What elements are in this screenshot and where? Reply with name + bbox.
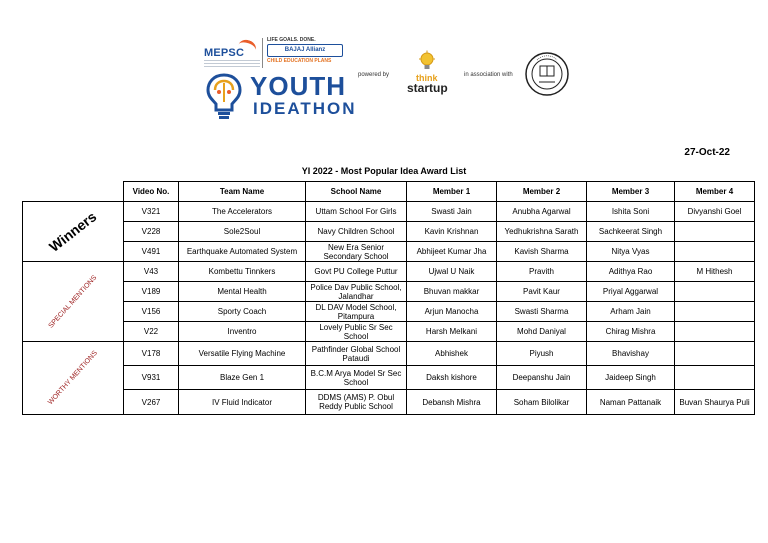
- member3-cell: Jaideep Singh: [587, 366, 675, 390]
- table-row: [23, 242, 755, 262]
- team-cell: Blaze Gen 1: [179, 366, 306, 390]
- video-cell: V189: [124, 282, 179, 302]
- award-table: [22, 181, 755, 415]
- table-row: [23, 282, 755, 302]
- team-cell: Sole2Soul: [179, 222, 306, 242]
- column-header: School Name: [306, 182, 407, 202]
- member1-cell: Abhishek: [407, 342, 497, 366]
- video-cell: V321: [124, 202, 179, 222]
- life-goals-tagline: LIFE GOALS. DONE.: [267, 37, 316, 43]
- member3-cell: Priyal Aggarwal: [587, 282, 675, 302]
- header-blank-cell: [23, 182, 124, 202]
- member1-cell: Ujwal U Naik: [407, 262, 497, 282]
- member3-cell: Arham Jain: [587, 302, 675, 322]
- group-cell-winners: [23, 202, 124, 262]
- table-row: [23, 342, 755, 366]
- member3-cell: Sachkeerat Singh: [587, 222, 675, 242]
- member4-cell: [675, 302, 755, 322]
- column-header: Video No.: [124, 182, 179, 202]
- member4-cell: [675, 242, 755, 262]
- think-bulb-icon: [418, 50, 436, 74]
- member2-cell: Mohd Daniyal: [497, 322, 587, 342]
- member3-cell: Bhavishay: [587, 342, 675, 366]
- school-cell: New Era Senior Secondary School: [306, 242, 407, 262]
- think-wordmark: think: [416, 73, 438, 83]
- startup-wordmark: startup: [407, 81, 448, 95]
- member1-cell: Arjun Manocha: [407, 302, 497, 322]
- school-cell: Govt PU College Puttur: [306, 262, 407, 282]
- association-label: in association with: [464, 72, 513, 78]
- group-label-worthy-mentions: WORTHY MENTIONS: [47, 349, 99, 407]
- member3-cell: Nitya Vyas: [587, 242, 675, 262]
- team-cell: IV Fluid Indicator: [179, 390, 306, 415]
- mepsc-subtext: [204, 60, 260, 68]
- school-cell: Police Dav Public School, Jalandhar: [306, 282, 407, 302]
- group-cell-special-mentions: [23, 262, 124, 342]
- member1-cell: Abhijeet Kumar Jha: [407, 242, 497, 262]
- team-cell: Sporty Coach: [179, 302, 306, 322]
- lightbulb-brain-icon: [204, 71, 244, 121]
- school-cell: Pathfinder Global School Pataudi: [306, 342, 407, 366]
- table-row: [23, 302, 755, 322]
- table-row: [23, 202, 755, 222]
- member3-cell: Adithya Rao: [587, 262, 675, 282]
- member4-cell: Buvan Shaurya Puli: [675, 390, 755, 415]
- video-cell: V267: [124, 390, 179, 415]
- table-row: [23, 322, 755, 342]
- member1-cell: Daksh kishore: [407, 366, 497, 390]
- column-header: Member 4: [675, 182, 755, 202]
- table-header-row: [23, 182, 755, 202]
- video-cell: V43: [124, 262, 179, 282]
- team-cell: Kombettu Tinnkers: [179, 262, 306, 282]
- table-row: [23, 390, 755, 415]
- video-cell: V491: [124, 242, 179, 262]
- member4-cell: [675, 322, 755, 342]
- member2-cell: Piyush: [497, 342, 587, 366]
- team-cell: Mental Health: [179, 282, 306, 302]
- mepsc-logo: [204, 38, 262, 72]
- team-cell: Earthquake Automated System: [179, 242, 306, 262]
- video-cell: V228: [124, 222, 179, 242]
- mepsc-wordmark: MEPSC: [204, 47, 245, 59]
- member2-cell: Yedhukrishna Sarath: [497, 222, 587, 242]
- member4-cell: [675, 342, 755, 366]
- team-cell: Versatile Flying Machine: [179, 342, 306, 366]
- member1-cell: Swasti Jain: [407, 202, 497, 222]
- column-header: Member 3: [587, 182, 675, 202]
- member3-cell: Ishita Soni: [587, 202, 675, 222]
- member2-cell: Pravith: [497, 262, 587, 282]
- member4-cell: [675, 282, 755, 302]
- school-cell: DDMS (AMS) P. Obul Reddy Public School: [306, 390, 407, 415]
- table-row: [23, 222, 755, 242]
- member1-cell: Debansh Mishra: [407, 390, 497, 415]
- group-label-special-mentions: SPECIAL MENTIONS: [47, 273, 99, 330]
- member3-cell: Chirag Mishra: [587, 322, 675, 342]
- school-cell: B.C.M Arya Model Sr Sec School: [306, 366, 407, 390]
- member2-cell: Pavit Kaur: [497, 282, 587, 302]
- video-cell: V22: [124, 322, 179, 342]
- member2-cell: Swasti Sharma: [497, 302, 587, 322]
- member2-cell: Kavish Sharma: [497, 242, 587, 262]
- member4-cell: [675, 366, 755, 390]
- member1-cell: Bhuvan makkar: [407, 282, 497, 302]
- table-row: [23, 366, 755, 390]
- team-cell: Inventro: [179, 322, 306, 342]
- column-header: Team Name: [179, 182, 306, 202]
- group-label-winners: Winners: [46, 207, 100, 255]
- video-cell: V156: [124, 302, 179, 322]
- powered-by-label: powered by: [358, 72, 390, 78]
- child-education-plans-text: CHILD EDUCATION PLANS: [267, 58, 332, 64]
- bajaj-allianz-logo: BAJAJ Allianz: [267, 44, 343, 57]
- member3-cell: Naman Pattanaik: [587, 390, 675, 415]
- column-header: Member 2: [497, 182, 587, 202]
- member1-cell: Kavin Krishnan: [407, 222, 497, 242]
- school-cell: Navy Children School: [306, 222, 407, 242]
- document-date: 27-Oct-22: [684, 147, 730, 158]
- team-cell: The Accelerators: [179, 202, 306, 222]
- cbse-emblem-icon: [524, 50, 570, 100]
- member1-cell: Harsh Melkani: [407, 322, 497, 342]
- logo-divider: [262, 38, 263, 68]
- school-cell: DL DAV Model School, Pitampura: [306, 302, 407, 322]
- school-cell: Lovely Public Sr Sec School: [306, 322, 407, 342]
- video-cell: V178: [124, 342, 179, 366]
- member4-cell: M Hithesh: [675, 262, 755, 282]
- member4-cell: [675, 222, 755, 242]
- video-cell: V931: [124, 366, 179, 390]
- table-row: [23, 262, 755, 282]
- ideathon-wordmark: IDEATHON: [253, 99, 357, 118]
- member2-cell: Soham Bilolikar: [497, 390, 587, 415]
- youth-wordmark: YOUTH: [250, 71, 346, 101]
- column-header: Member 1: [407, 182, 497, 202]
- member2-cell: Anubha Agarwal: [497, 202, 587, 222]
- member2-cell: Deepanshu Jain: [497, 366, 587, 390]
- member4-cell: Divyanshi Goel: [675, 202, 755, 222]
- page-title: YI 2022 - Most Popular Idea Award List: [301, 166, 467, 176]
- group-cell-worthy-mentions: [23, 342, 124, 415]
- school-cell: Uttam School For Girls: [306, 202, 407, 222]
